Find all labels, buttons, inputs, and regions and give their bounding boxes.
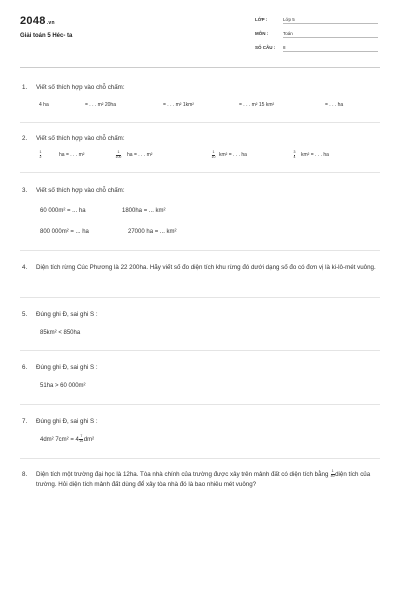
question-separator: [20, 297, 380, 298]
question-separator: [20, 458, 380, 459]
question-text: Đúng ghi Đ, sai ghi S :: [36, 311, 98, 318]
site-logo[interactable]: 2048.vn: [20, 15, 55, 27]
class-field: [255, 17, 380, 25]
question-text: Diện tích một trường đại học là 12ha. Tòa nhà chính của trường được xây trên mảnh đất có diện tích bằng $\frac{1}{40}$ diện tích của trường. Hỏi diện tích mảnh đất dùng để xây tòa nhà đó là bao nhiêu mét vuông?: [36, 469, 371, 488]
question-text: Viết số thích hợp vào chỗ chấm:: [36, 84, 125, 91]
question-count-label: SỐ CÂU :: [255, 45, 276, 50]
question-count-field: [255, 45, 380, 53]
question-separator: [20, 350, 380, 351]
question-count-value: 8: [283, 45, 378, 52]
question-text: Đúng ghi Đ, sai ghi S :: [36, 364, 98, 371]
subject-label: MÔN :: [255, 31, 269, 36]
question-text: Viết số thích hợp vào chỗ chấm:: [36, 187, 125, 194]
question-text: Viết số thích hợp vào chỗ chấm:: [36, 135, 125, 142]
class-label: LỚP :: [255, 17, 268, 22]
question-text: Diện tích rừng Cúc Phương là 22 200ha. Hãy viết số đo diện tích khu rừng đó dưới dạng số đo có đơn vị là ki-lô-mét vuông.: [36, 264, 376, 271]
question-text: Đúng ghi Đ, sai ghi S :: [36, 418, 98, 425]
class-value: Lớp 5: [283, 17, 378, 24]
question-separator: [20, 404, 380, 405]
header-divider: [20, 67, 380, 68]
worksheet-header: [0, 0, 400, 62]
question-7-expression: 4dm² 7cm² = 4 $\frac{7}{10}$ dm²: [40, 434, 95, 443]
question-5-expression: 85km² < 850ha: [40, 330, 81, 336]
worksheet-title: Giải toán 5 Héc- ta: [20, 33, 73, 39]
subject-field: [255, 31, 380, 39]
question-separator: [20, 172, 380, 173]
subject-value: Toán: [283, 31, 378, 38]
question-separator: [20, 250, 380, 251]
question-6-expression: 51ha > 60 000m²: [40, 383, 86, 389]
question-separator: [20, 122, 380, 123]
